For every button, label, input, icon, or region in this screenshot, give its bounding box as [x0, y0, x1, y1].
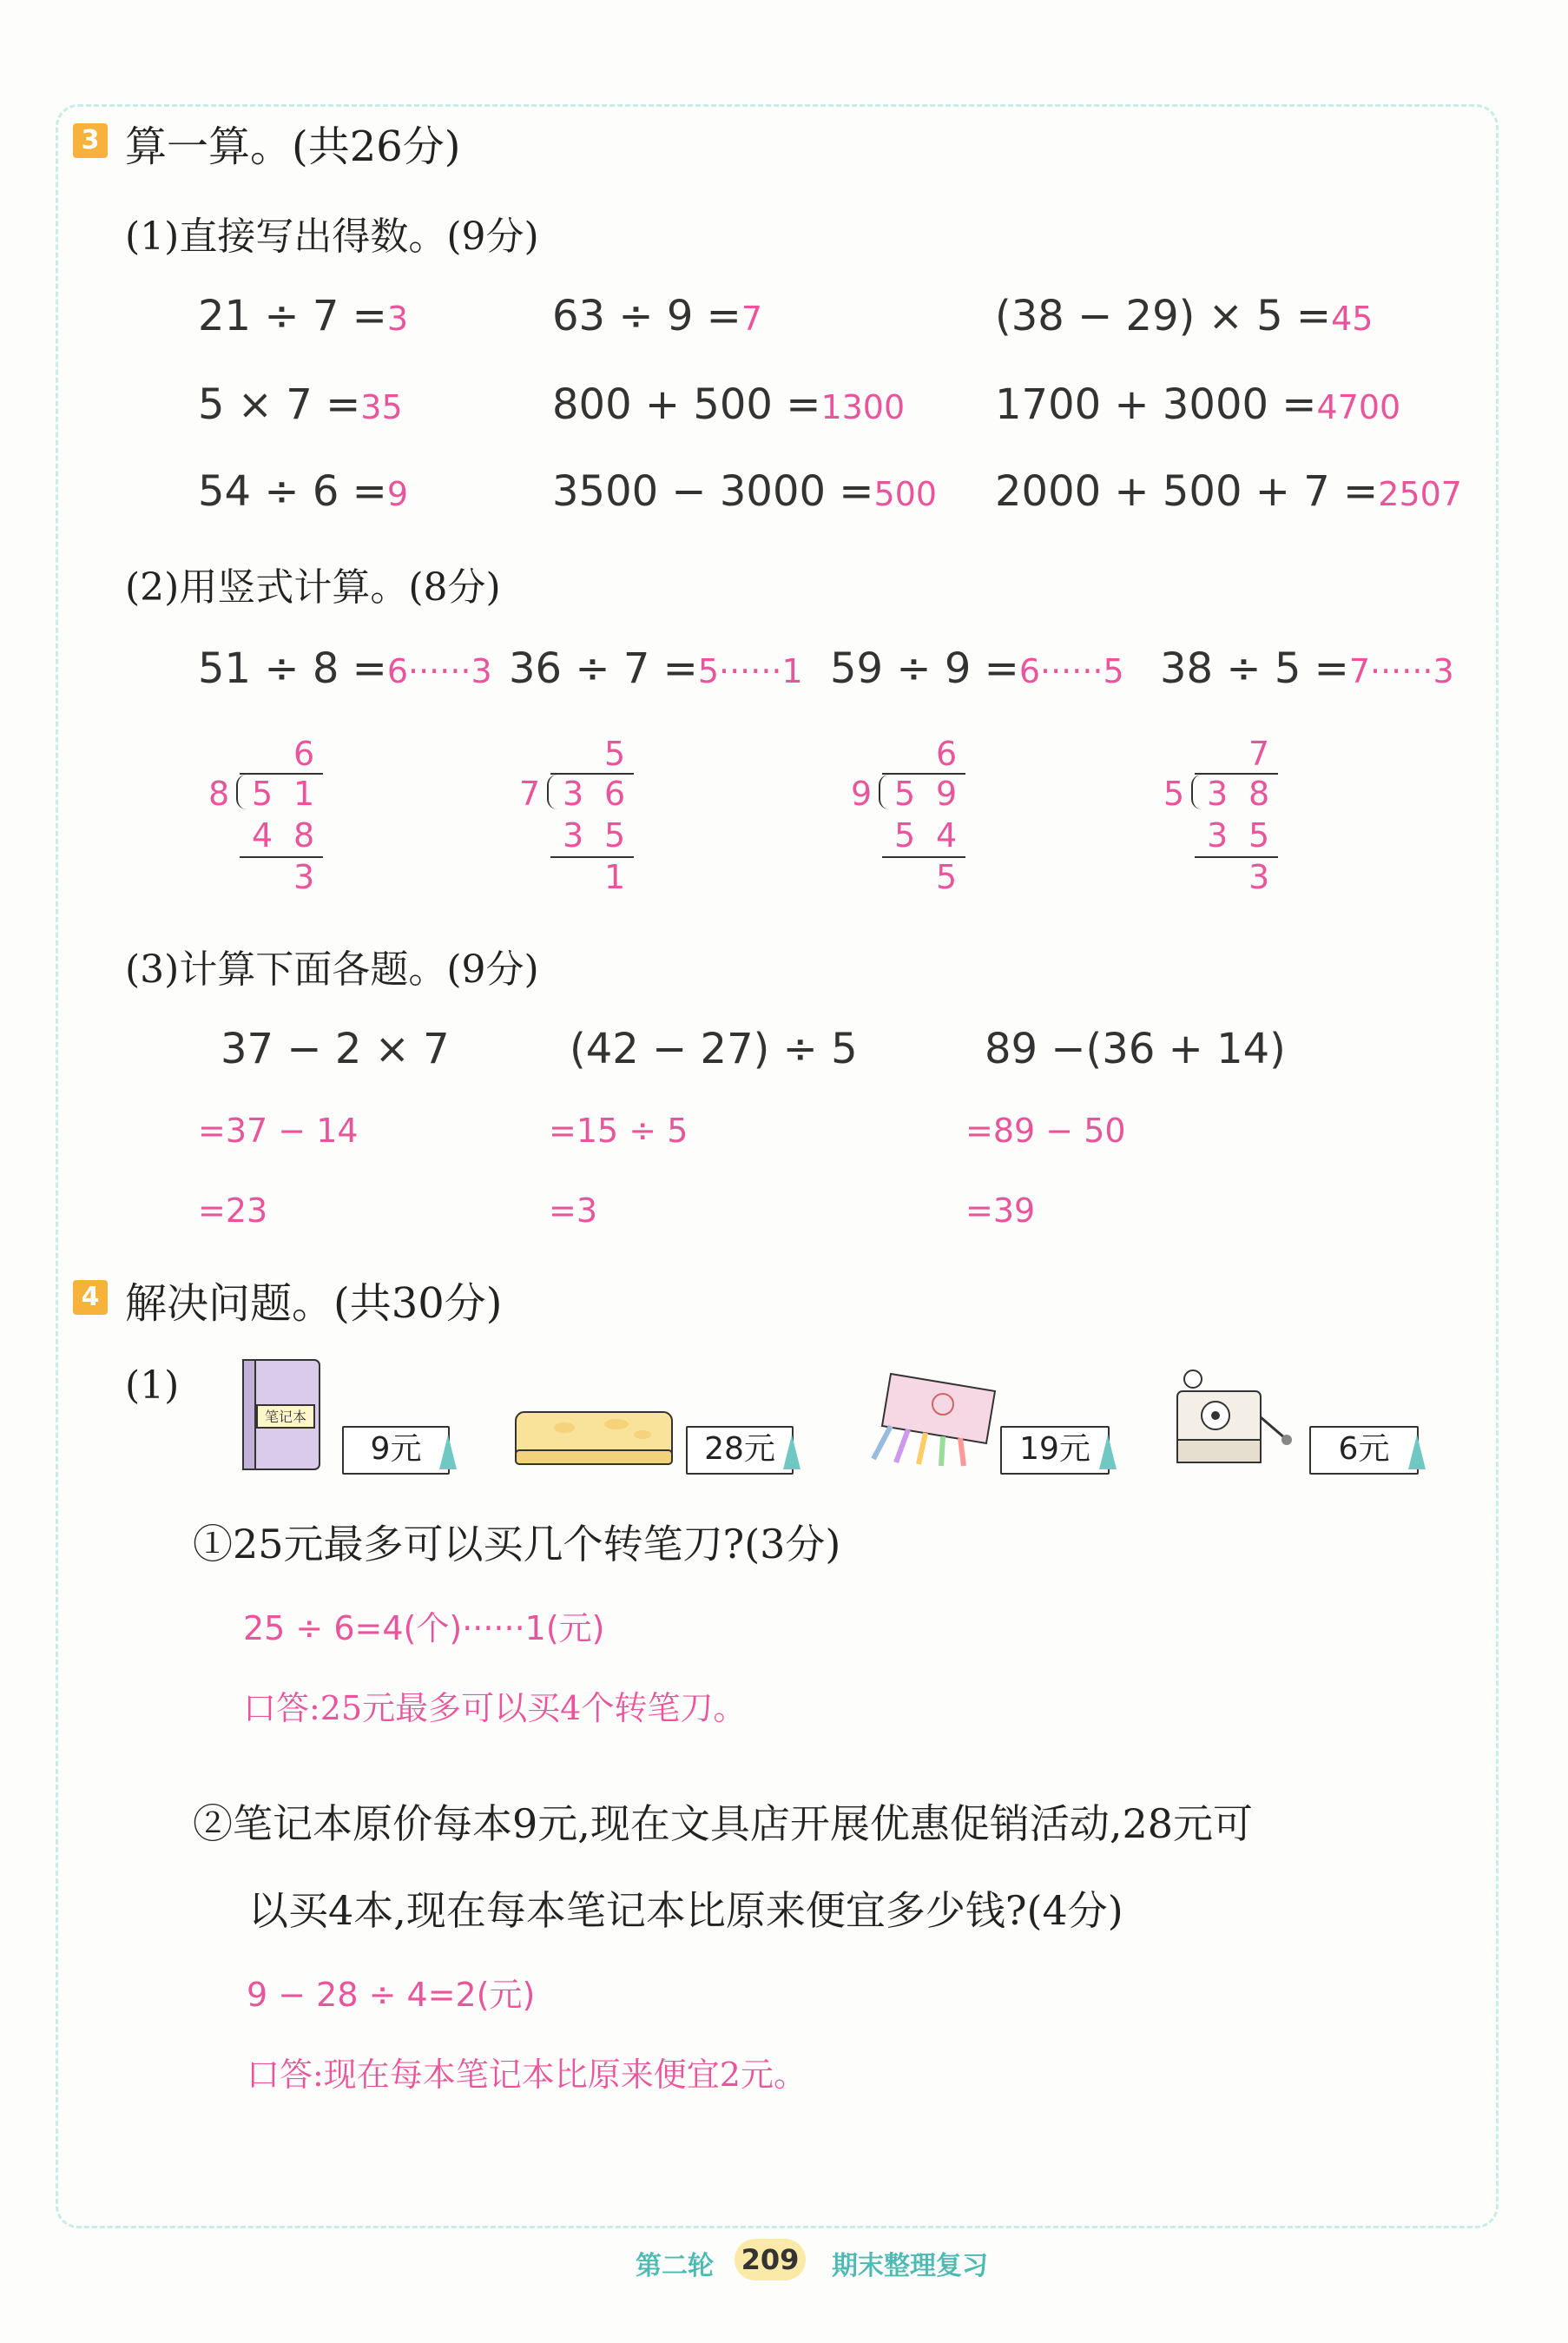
equation-text: 1700 + 3000 =	[995, 380, 1317, 429]
section-badge: 4	[73, 1280, 108, 1315]
equation-answer: 4700	[1316, 388, 1401, 426]
equation-answer: 2507	[1378, 475, 1462, 513]
equation-answer: 3	[386, 300, 409, 338]
equation-text: 59 ÷ 9 =	[830, 644, 1019, 693]
part-title: (1)直接写出得数。(9分)	[125, 214, 539, 259]
dividend-digit: 5	[894, 775, 916, 813]
expression: (42 − 27) ÷ 5	[570, 1025, 858, 1073]
equation-answer: 500	[873, 475, 938, 513]
svg-text:笔记本: 笔记本	[264, 1409, 307, 1425]
division-problem	[198, 644, 492, 693]
division-bracket	[547, 775, 557, 809]
crayons-image	[865, 1365, 1012, 1469]
section-badge: 3	[73, 123, 108, 158]
dividend-digit: 8	[1248, 775, 1270, 813]
equation-text: 54 ÷ 6 =	[198, 467, 387, 516]
solution-step: =37 − 14	[198, 1112, 359, 1150]
long-division	[516, 735, 741, 900]
quotient: 6	[936, 735, 958, 773]
section-title: 算一算。(共26分)	[125, 122, 461, 171]
equation	[995, 380, 1400, 429]
equation-answer: 6······3	[386, 652, 492, 690]
product-digit: 5	[894, 816, 916, 855]
price-tag-fold	[783, 1435, 800, 1469]
divisor: 5	[1163, 775, 1185, 813]
price-tag-fold	[1408, 1435, 1426, 1469]
equation	[995, 467, 1462, 516]
price-tag: 28元	[686, 1426, 794, 1475]
equation-answer: 5······1	[697, 652, 803, 690]
solution-step: =15 ÷ 5	[549, 1112, 688, 1150]
quotient: 5	[604, 735, 626, 773]
answer-sentence: 口答:25元最多可以买4个转笔刀。	[243, 1689, 747, 1727]
dividend-digit: 1	[293, 775, 315, 813]
section-title: 解决问题。(共30分)	[125, 1279, 503, 1328]
remainder: 3	[1248, 858, 1270, 896]
question-2	[193, 1792, 1253, 1850]
price-tag-fold	[1099, 1435, 1117, 1469]
remainder: 1	[604, 858, 626, 896]
question-text: 笔记本原价每本9元,现在文具店开展优惠促销活动,28元可	[233, 1800, 1254, 1847]
equation	[552, 467, 937, 516]
dividend-digit: 6	[604, 775, 626, 813]
dividend-digit: 3	[1207, 775, 1229, 813]
equation-text: (38 − 29) × 5 =	[995, 292, 1332, 340]
pencil-sharpener-image	[1172, 1365, 1294, 1469]
page-number: 209	[735, 2239, 806, 2280]
division-problem	[1160, 644, 1454, 693]
dividend-digit: 5	[252, 775, 273, 813]
equation-answer: 45	[1331, 300, 1374, 338]
part-title: (2)用竖式计算。(8分)	[125, 565, 501, 610]
equation-answer: 1300	[820, 388, 906, 426]
solution-step: =39	[965, 1191, 1036, 1230]
division-problem	[830, 644, 1124, 693]
equation-answer: 35	[360, 388, 403, 426]
equation	[198, 292, 408, 340]
divisor: 8	[208, 775, 230, 813]
division-bracket	[1191, 775, 1202, 809]
quotient: 6	[293, 735, 315, 773]
equation-text: 2000 + 500 + 7 =	[995, 467, 1379, 516]
equation-text: 3500 − 3000 =	[552, 467, 874, 516]
product-digit: 5	[604, 816, 626, 855]
question-1	[193, 1513, 840, 1570]
price-tag: 9元	[342, 1426, 450, 1475]
pencil-case-image	[512, 1405, 677, 1469]
long-division	[1160, 735, 1386, 900]
division-problem	[509, 644, 803, 693]
price-tag: 19元	[1000, 1426, 1110, 1475]
equation-answer: 6······5	[1018, 652, 1124, 690]
divisor: 9	[851, 775, 873, 813]
footer-right: 期末整理复习	[832, 2251, 988, 2281]
division-bracket	[236, 775, 247, 809]
equation	[995, 292, 1373, 340]
product-digit: 5	[1248, 816, 1270, 855]
price-tag-fold	[439, 1435, 457, 1469]
equation-text: 36 ÷ 7 =	[509, 644, 698, 693]
equation	[552, 380, 905, 429]
equation-text: 51 ÷ 8 =	[198, 644, 387, 693]
product-digit: 3	[563, 816, 584, 855]
equation-answer: 7······3	[1348, 652, 1454, 690]
long-division	[847, 735, 1073, 900]
solution-step: =89 − 50	[965, 1112, 1126, 1150]
equation	[552, 292, 762, 340]
equation	[198, 380, 403, 429]
part-label: (1)	[125, 1363, 180, 1408]
equation-text: 38 ÷ 5 =	[1160, 644, 1349, 693]
product-digit: 8	[293, 816, 315, 855]
answer-sentence: 口答:现在每本笔记本比原来便宜2元。	[247, 2056, 807, 2094]
divisor: 7	[519, 775, 541, 813]
product-digit: 4	[252, 816, 273, 855]
equation-text: 21 ÷ 7 =	[198, 292, 387, 340]
solution-step: =3	[549, 1191, 598, 1230]
dividend-digit: 9	[936, 775, 958, 813]
part-title: (3)计算下面各题。(9分)	[125, 947, 539, 992]
equation-text: 800 + 500 =	[552, 380, 821, 429]
remainder: 5	[936, 858, 958, 896]
remainder: 3	[293, 858, 315, 896]
equation	[198, 467, 408, 516]
equation-text: 63 ÷ 9 =	[552, 292, 741, 340]
solution-step: =23	[198, 1191, 268, 1230]
equation-answer: 7	[741, 300, 763, 338]
price-tag: 6元	[1309, 1426, 1419, 1475]
question-text: 25元最多可以买几个转笔刀?(3分)	[233, 1521, 841, 1568]
expression: 89 −(36 + 14)	[985, 1025, 1286, 1073]
equation-answer: 9	[386, 475, 409, 513]
answer-work: 25 ÷ 6=4(个)······1(元)	[243, 1609, 605, 1647]
footer-left: 第二轮	[636, 2251, 714, 2281]
notebook-image	[240, 1355, 326, 1476]
question-marker: ①	[193, 1521, 233, 1568]
answer-work: 9 − 28 ÷ 4=2(元)	[247, 1976, 536, 2014]
expression: 37 − 2 × 7	[221, 1025, 450, 1073]
product-digit: 4	[936, 816, 958, 855]
question-text-cont: 以买4本,现在每本笔记本比原来便宜多少钱?(4分)	[248, 1887, 1123, 1934]
dividend-digit: 3	[563, 775, 584, 813]
question-marker: ②	[193, 1800, 233, 1847]
long-division	[205, 735, 431, 900]
quotient: 7	[1248, 735, 1270, 773]
product-digit: 3	[1207, 816, 1229, 855]
equation-text: 5 × 7 =	[198, 380, 361, 429]
division-bracket	[879, 775, 889, 809]
